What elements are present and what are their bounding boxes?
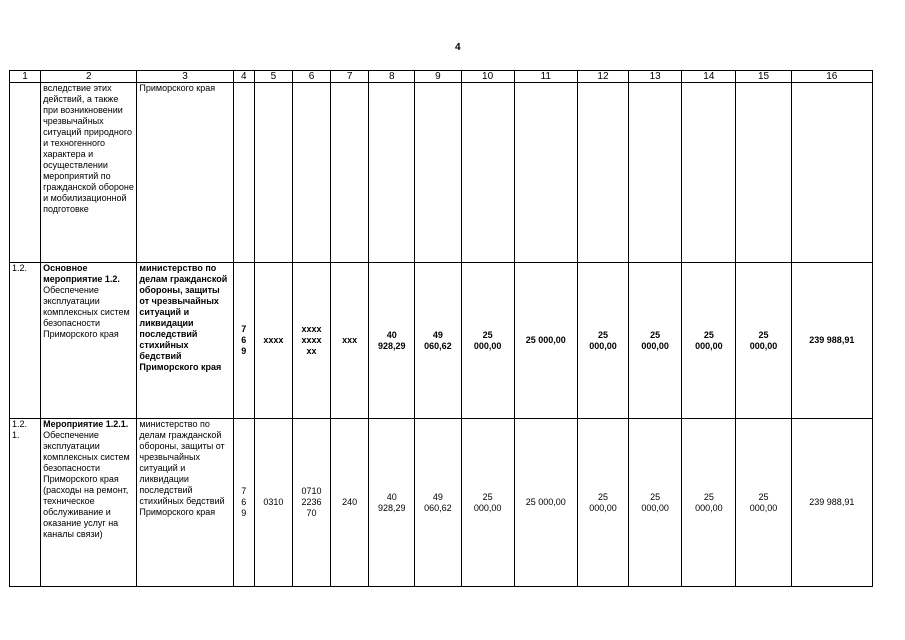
table-row-continuation <box>10 83 873 263</box>
cell-amount: 49 060,62 <box>415 263 461 419</box>
cell-amount: 25 000,00 <box>577 263 628 419</box>
cell-description: вследствие этих действий, а также при возникновении чрезвычайных ситуаций природного и техногенного характера и осуществлении мероприятий по гражданской обороне и мобилизационной подготовке <box>41 83 137 263</box>
header-cell: 10 <box>461 71 514 83</box>
cell-total: 239 988,91 <box>791 263 872 419</box>
header-cell: 1 <box>10 71 41 83</box>
cell-csr: 0710 2236 70 <box>292 419 330 587</box>
activity-title: Мероприятие 1.2.1. <box>43 419 129 429</box>
page-number: 4 <box>455 42 461 53</box>
cell-grbs: 7 6 9 <box>233 419 254 587</box>
budget-table <box>9 70 873 587</box>
cell <box>791 83 872 263</box>
cell <box>461 83 514 263</box>
cell-executor: Приморского края <box>137 83 233 263</box>
cell-number <box>10 83 41 263</box>
cell <box>292 83 330 263</box>
cell <box>233 83 254 263</box>
cell-amount: 25 000,00 <box>629 419 682 587</box>
table-row-activity <box>10 419 873 587</box>
cell-csr: хххх хххх хх <box>292 263 330 419</box>
header-cell: 3 <box>137 71 233 83</box>
cell-amount: 25 000,00 <box>514 263 577 419</box>
cell-description <box>41 419 137 587</box>
cell-executor: министерство по делам гражданской обороны, защиты от чрезвычайных ситуаций и ликвидации последствий стихийных бедствий Приморского края <box>137 419 233 587</box>
cell <box>254 83 292 263</box>
cell <box>331 83 369 263</box>
cell-amount: 25 000,00 <box>736 419 791 587</box>
header-cell: 4 <box>233 71 254 83</box>
activity-text: Обеспечение эксплуатации комплексных систем безопасности Приморского края (расходы на ремонт, техническое обслуживание и оказание услуг на каналы связи) <box>43 430 130 539</box>
cell-amount: 25 000,00 <box>514 419 577 587</box>
table-row-main-activity <box>10 263 873 419</box>
cell-amount: 25 000,00 <box>461 263 514 419</box>
cell <box>577 83 628 263</box>
header-cell: 15 <box>736 71 791 83</box>
cell-amount: 49 060,62 <box>415 419 461 587</box>
cell-rzpr: 0310 <box>254 419 292 587</box>
cell <box>682 83 736 263</box>
cell <box>736 83 791 263</box>
header-cell: 16 <box>791 71 872 83</box>
cell-description <box>41 263 137 419</box>
header-cell: 9 <box>415 71 461 83</box>
cell <box>415 83 461 263</box>
cell-amount: 25 000,00 <box>682 419 736 587</box>
cell-total: 239 988,91 <box>791 419 872 587</box>
cell <box>629 83 682 263</box>
header-cell: 7 <box>331 71 369 83</box>
activity-title: Основное мероприятие 1.2. <box>43 263 120 284</box>
header-cell: 11 <box>514 71 577 83</box>
cell-amount: 25 000,00 <box>461 419 514 587</box>
header-cell: 8 <box>369 71 415 83</box>
cell-amount: 25 000,00 <box>682 263 736 419</box>
cell-vr: 240 <box>331 419 369 587</box>
cell <box>369 83 415 263</box>
cell-number: 1.2. 1. <box>10 419 41 587</box>
table-header-row <box>10 71 873 83</box>
cell-amount: 40 928,29 <box>369 419 415 587</box>
cell-grbs: 7 6 9 <box>233 263 254 419</box>
activity-text: Обеспечение эксплуатации комплексных систем безопасности Приморского края <box>43 285 130 339</box>
cell-amount: 25 000,00 <box>629 263 682 419</box>
header-cell: 5 <box>254 71 292 83</box>
cell-amount: 40 928,29 <box>369 263 415 419</box>
cell-rzpr: хххх <box>254 263 292 419</box>
cell <box>514 83 577 263</box>
cell-executor: министерство по делам гражданской обороны, защиты от чрезвычайных ситуаций и ликвидации последствий стихийных бедствий Приморского края <box>137 263 233 419</box>
header-cell: 2 <box>41 71 137 83</box>
cell-amount: 25 000,00 <box>577 419 628 587</box>
cell-vr: ххх <box>331 263 369 419</box>
cell-amount: 25 000,00 <box>736 263 791 419</box>
header-cell: 6 <box>292 71 330 83</box>
header-cell: 14 <box>682 71 736 83</box>
cell-number: 1.2. <box>10 263 41 419</box>
header-cell: 12 <box>577 71 628 83</box>
header-cell: 13 <box>629 71 682 83</box>
